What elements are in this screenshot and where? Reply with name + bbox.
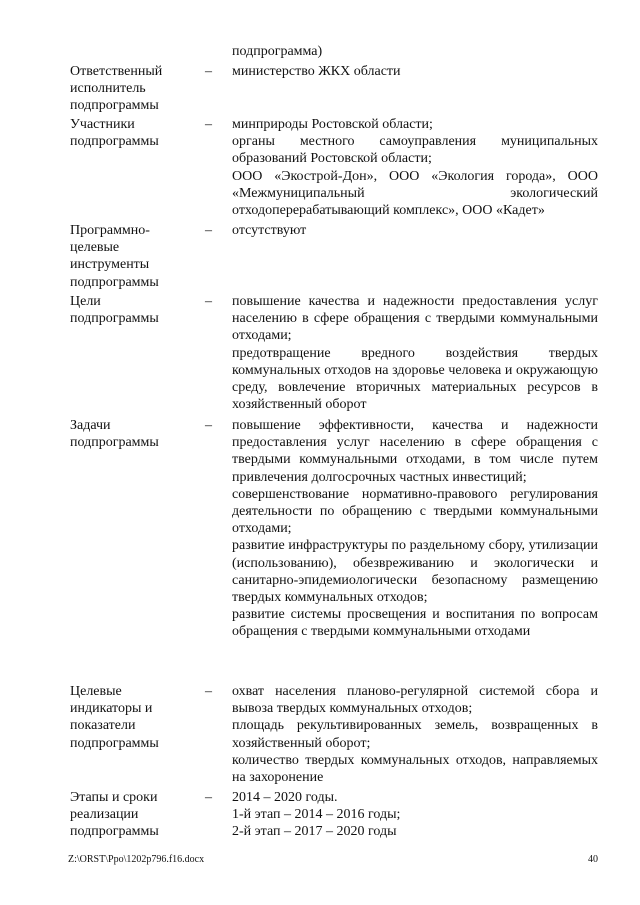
row-body bbox=[232, 789, 598, 841]
row-paragraph: охват населения планово-регулярной системой сбора и вывоза твердых коммунальных отходов; bbox=[232, 684, 598, 717]
footer-page-number: 40 bbox=[588, 854, 598, 865]
row-paragraph: ООО «Экострой-Дон», ООО «Экология города», ООО «Межмуниципальный экологический отходоперерабатывающий комплекс», ООО «Кадет» bbox=[232, 168, 598, 219]
row-paragraph: 2-й этап – 2017 – 2020 годы bbox=[232, 824, 397, 840]
row-dash: – bbox=[205, 223, 212, 238]
row-paragraph: 1-й этап – 2014 – 2016 годы; bbox=[232, 807, 401, 823]
row-paragraph: количество твердых коммунальных отходов, направляемых на захоронение bbox=[232, 752, 598, 786]
row-body bbox=[232, 417, 598, 641]
row-paragraph: минприроды Ростовской области; bbox=[232, 117, 433, 132]
top-continuation-text: подпрограмма) bbox=[232, 44, 323, 59]
row-dash: – bbox=[205, 790, 212, 805]
row-paragraph: 2014 – 2020 годы. bbox=[232, 790, 338, 805]
row-label: Целевые индикаторы и показатели подпрограммы bbox=[70, 684, 159, 751]
row-dash: – bbox=[205, 418, 212, 433]
row-paragraph: совершенствование нормативно-правового регулирования деятельности по обращению с твердыми коммунальными отходами; bbox=[232, 486, 598, 537]
row-paragraph: предотвращение вредного воздействия твердых коммунальных отходов на здоровье человека и окружающую среду, вовлечение вторичных материальных ресурсов в хозяйственный оборот bbox=[232, 345, 598, 413]
row-paragraph: повышение эффективности, качества и надежности предоставления услуг населению в сфере обращения с твердыми коммунальными отходами, в том числе путем привлечения долгосрочных частных инвестиций; bbox=[232, 418, 598, 485]
row-dash: – bbox=[205, 684, 212, 699]
row-paragraph: развитие инфраструктуры по раздельному сбору, утилизации (использованию), обезвреживанию и экологически и санитарно-эпидемиологически безопасному размещению твердых коммунальных отходов; bbox=[232, 538, 598, 606]
row-paragraph: повышение качества и надежности предоставления услуг населению в сфере обращения с твердыми коммунальными отходами; bbox=[232, 294, 598, 344]
row-label: Этапы и сроки реализации подпрограммы bbox=[70, 790, 159, 840]
row-body bbox=[232, 683, 598, 786]
row-body bbox=[232, 116, 598, 219]
row-label: Участники подпрограммы bbox=[70, 117, 159, 150]
row-dash: – bbox=[205, 294, 212, 309]
row-paragraph: отсутствуют bbox=[232, 223, 307, 238]
row-paragraph: органы местного самоуправления муниципальных образований Ростовской области; bbox=[232, 134, 598, 167]
row-paragraph: развитие системы просвещения и воспитания по вопросам обращения с твердыми коммунальными отходами bbox=[232, 607, 598, 640]
row-dash: – bbox=[205, 64, 212, 79]
row-paragraph: министерство ЖКХ области bbox=[232, 64, 401, 79]
footer-file-path: Z:\ORST\Ppo\1202p796.f16.docx bbox=[68, 854, 205, 865]
row-label: Программно- целевые инструменты подпрограммы bbox=[70, 223, 159, 290]
row-body bbox=[232, 63, 598, 80]
row-paragraph: площадь рекультивированных земель, возвращенных в хозяйственный оборот; bbox=[232, 718, 598, 751]
row-dash: – bbox=[205, 117, 212, 132]
row-label: Цели подпрограммы bbox=[70, 294, 159, 327]
row-label: Ответственный исполнитель подпрограммы bbox=[70, 64, 163, 114]
row-body bbox=[232, 222, 598, 239]
row-label: Задачи подпрограммы bbox=[70, 418, 159, 451]
row-body bbox=[232, 293, 598, 413]
